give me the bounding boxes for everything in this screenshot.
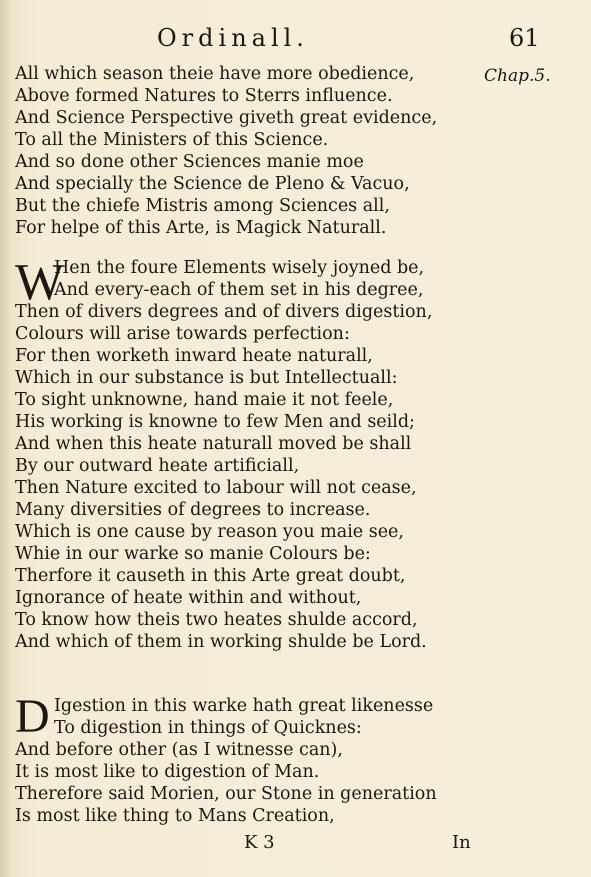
verse-line: All which season theie have more obedience, <box>15 64 415 84</box>
stanza-3 <box>15 695 437 827</box>
verse-line: And when this heate naturall moved be shall <box>15 434 412 454</box>
verse-line: To all the Ministers of this Science. <box>15 130 329 150</box>
margin-note: Chap.5. <box>484 66 551 86</box>
verse-line: His working is knowne to few Men and seild; <box>15 412 415 432</box>
verse-line: Above formed Natures to Sterrs influence. <box>15 86 393 106</box>
verse-line: To digestion in things of Quicknes: <box>54 718 362 738</box>
verse-line: For helpe of this Arte, is Magick Naturall. <box>15 218 387 238</box>
verse-line: And before other (as I witnesse can), <box>15 740 343 760</box>
verse-line: And specially the Science de Pleno & Vacuo, <box>15 174 410 194</box>
drop-cap-d: D <box>15 690 50 743</box>
verse-line: By our outward heate artificiall, <box>15 456 300 476</box>
verse-line: And every-each of them set in his degree, <box>54 280 424 300</box>
stanza-1 <box>15 63 437 239</box>
verse-line: But the chiefe Mistris among Sciences all, <box>15 196 390 216</box>
verse-line: Which is one cause by reason you maie see, <box>15 522 404 542</box>
running-title: Ordinall. <box>157 24 309 52</box>
verse-line: For then worketh inward heate naturall, <box>15 346 373 366</box>
verse-line: To know how theis two heates shulde accord, <box>15 610 418 630</box>
verse-line: Then of divers degrees and of divers digestion, <box>15 302 433 322</box>
verse-line: And which of them in working shulde be Lord. <box>15 632 427 652</box>
verse-line: To sight unknowne, hand maie it not feele, <box>15 390 394 410</box>
verse-line: Hen the foure Elements wisely joyned be, <box>54 258 425 278</box>
drop-cap-w: W <box>15 254 65 311</box>
stanza-2 <box>15 254 433 653</box>
verse-line: Colours will arise towards perfection: <box>15 324 350 344</box>
verse-line: And so done other Sciences manie moe <box>15 152 364 172</box>
verse-line: Is most like thing to Mans Creation, <box>15 806 335 826</box>
verse-line: Ignorance of heate within and without, <box>15 588 362 608</box>
verse-line: Therefore said Morien, our Stone in generation <box>15 784 437 804</box>
verse-line: Igestion in this warke hath great likenesse <box>54 696 434 716</box>
verse-line: It is most like to digestion of Man. <box>15 762 320 782</box>
catchword: In <box>452 832 471 853</box>
page-number: 61 <box>509 24 540 52</box>
verse-line: Many diversities of degrees to increase. <box>15 500 371 520</box>
signature-mark: K 3 <box>244 832 275 853</box>
verse-line: And Science Perspective giveth great evidence, <box>15 108 438 128</box>
verse-line: Therfore it causeth in this Arte great doubt, <box>15 566 406 586</box>
verse-line: Which in our substance is but Intellectuall: <box>15 368 398 388</box>
verse-line: Whie in our warke so manie Colours be: <box>15 544 371 564</box>
verse-line: Then Nature excited to labour will not cease, <box>15 478 417 498</box>
